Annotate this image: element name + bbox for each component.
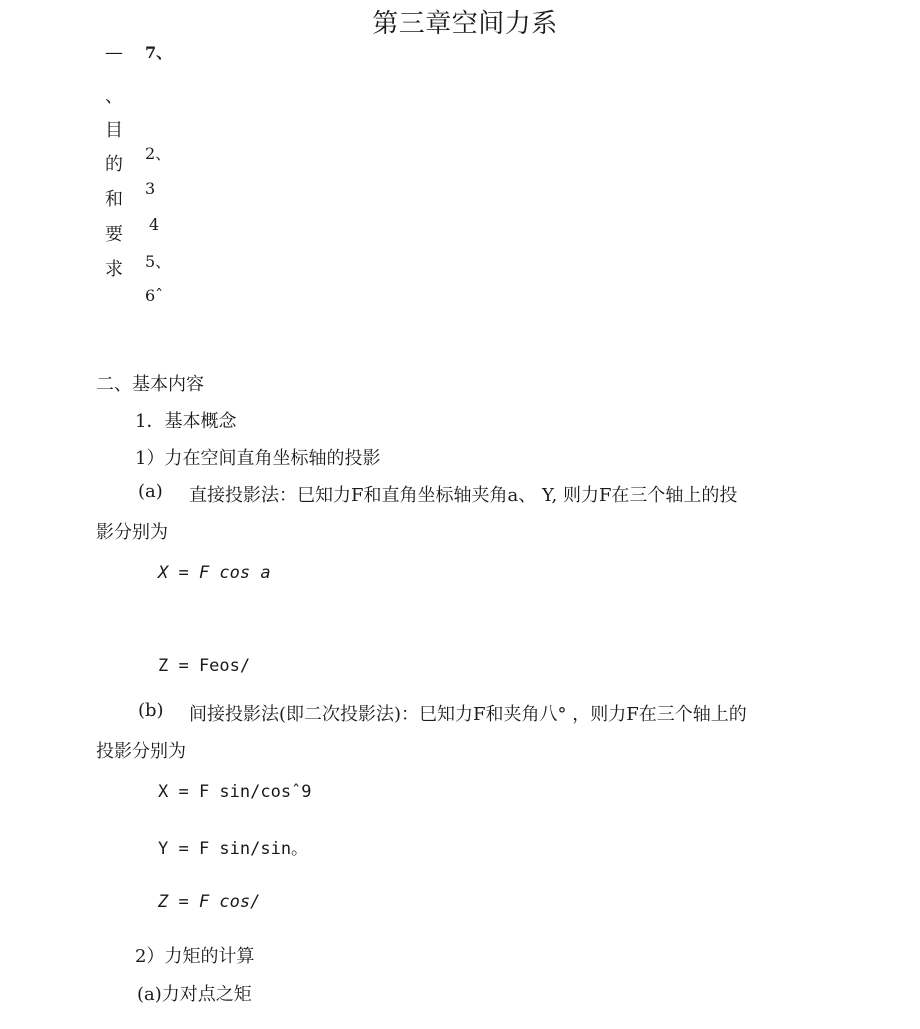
formula: Y = F sin/sin。 xyxy=(158,839,309,859)
subsection-heading: 1）力在空间直角坐标轴的投影 xyxy=(135,448,381,469)
paragraph-text: 间接投影法(即二次投影法)：巳知力F和夹角八° ，则力F在三个轴上的 xyxy=(189,704,747,725)
subsection-heading: (a)力对点之矩 xyxy=(137,984,252,1005)
paragraph-text: 投影分别为 xyxy=(96,741,186,762)
paragraph-text: 影分别为 xyxy=(96,522,168,543)
formula: Z = Feos/ xyxy=(158,656,251,676)
item-label: (a) xyxy=(138,481,163,502)
page-title: 第三章空间力系 xyxy=(372,9,558,39)
item-label: (b) xyxy=(138,700,164,721)
list-item-number: 5、 xyxy=(145,252,172,271)
vertical-heading-char: 的 xyxy=(105,154,123,175)
formula: X = F cos a xyxy=(158,563,271,583)
list-item-number: 7、 xyxy=(145,43,173,62)
subsection-heading: 2）力矩的计算 xyxy=(135,946,255,967)
paragraph-text: 直接投影法：巳知力F和直角坐标轴夹角a、 Y, 则力F在三个轴上的投 xyxy=(189,485,738,506)
subsection-heading: 1．基本概念 xyxy=(135,411,237,432)
vertical-heading-char: 要 xyxy=(105,224,123,245)
list-item-number: 4 xyxy=(149,215,160,234)
vertical-heading-char: 目 xyxy=(105,120,123,141)
vertical-heading-char: — xyxy=(105,42,123,63)
list-item-number: 2、 xyxy=(145,144,172,163)
vertical-heading-char: 、 xyxy=(105,86,123,107)
list-item-number: 6ˆ xyxy=(145,286,164,305)
formula: Z = F cos/ xyxy=(158,892,261,912)
formula: X = F sin/cosˆ9 xyxy=(158,782,312,802)
vertical-heading-char: 和 xyxy=(105,189,123,210)
vertical-heading-char: 求 xyxy=(105,259,123,280)
section-heading: 二、基本内容 xyxy=(96,374,204,395)
list-item-number: 3 xyxy=(145,179,156,198)
